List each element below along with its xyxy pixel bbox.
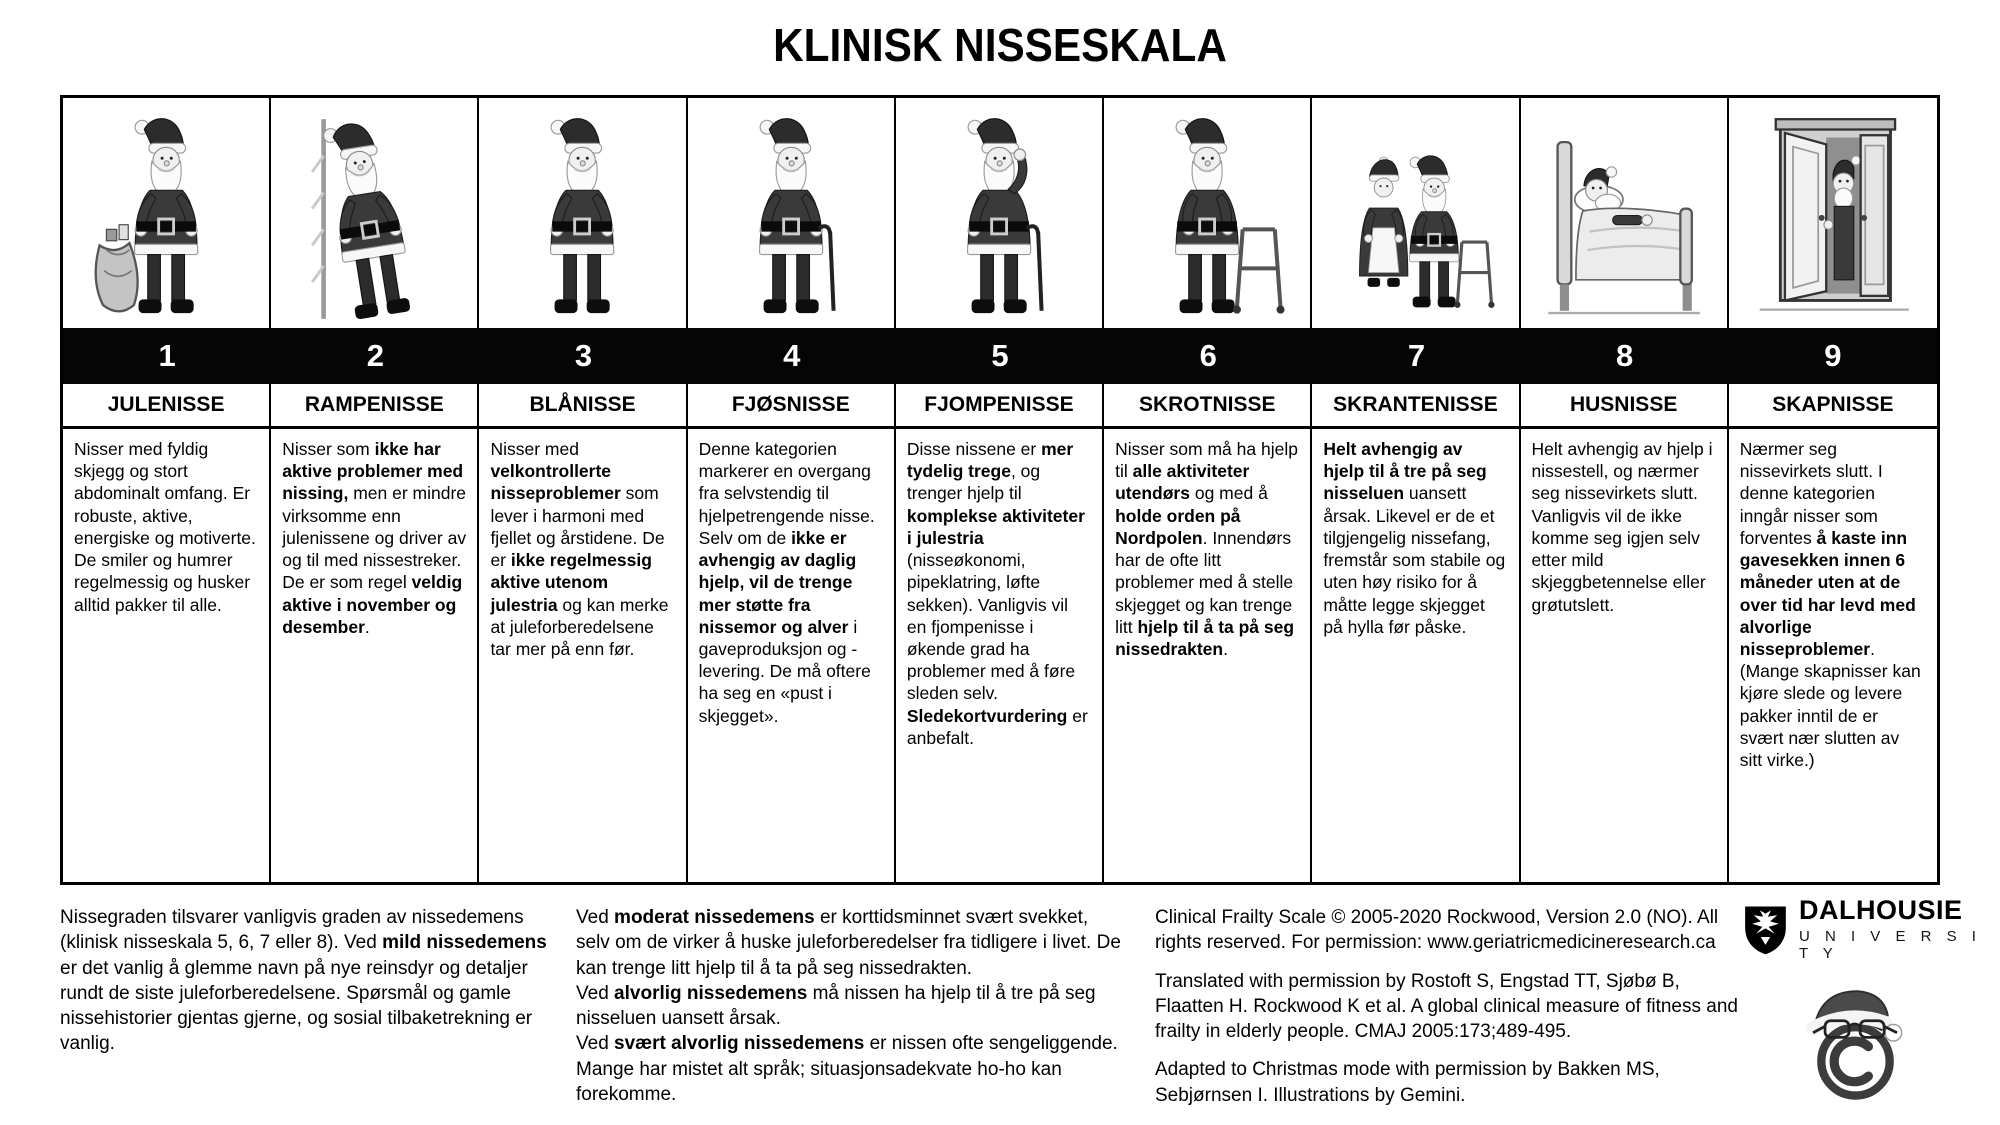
page-title: KLINISK NISSESKALA	[773, 19, 1227, 71]
dalhousie-wordmark	[1799, 897, 2000, 962]
footnote-nissedemens-severity	[576, 905, 1126, 1107]
grade-number-3: 3	[574, 338, 593, 373]
category-name-skrantenisse: SKRANTENISSE	[1312, 384, 1520, 429]
santa-standing-icon	[479, 110, 685, 328]
category-description-7: Helt avhengig av hjelp til å tre på seg nisseluen uansett årsak. Likevel er de et tilgjengelig nissefang, fremstår som stabile og uten høy risiko for å måtte legge skjegget på hylla før påske.	[1312, 429, 1520, 882]
category-name-blånisse: BLÅNISSE	[479, 384, 687, 429]
illustration-santa-scratching-head-cane	[896, 98, 1104, 328]
illustration-santa-gift-sack	[63, 98, 271, 328]
category-description-4: Denne kategorien markerer en overgang fra selvstendig til hjelpetrengende nisse. Selv om de ikke er avhengig av daglig hjelp, vil de trenge mer støtte fra nissemor og alver i gaveproduksjon og - levering. De må oftere ha seg en «pust i skjegget».	[688, 429, 896, 882]
santa-with-walker-icon	[1104, 110, 1310, 328]
illustration-row	[63, 98, 1937, 328]
footnote-paragraph: Ved alvorlig nissedemens må nissen ha hjelp til å tre på seg nisseluen uansett årsak.	[576, 982, 1096, 1030]
grade-number-7: 7	[1407, 338, 1426, 373]
santa-copyright-logo	[1798, 982, 1913, 1102]
dalhousie-shield-icon	[1742, 899, 1789, 961]
illustration-santa-standing	[479, 98, 687, 328]
footnote-paragraph: Ved moderat nissedemens er korttidsminnet svært svekket, selv om de virker å huske juleforberedelser fra tidligere i livet. De kan trenge litt hjelp til å ta på seg nissedrakten.	[576, 907, 1121, 979]
description-row	[63, 429, 1937, 882]
category-name-row	[63, 384, 1937, 429]
santa-with-cane-icon	[688, 110, 894, 328]
nisseskala-table	[60, 95, 1940, 885]
illustration-santa-in-closet	[1729, 98, 1937, 328]
santa-leaning-wall-icon	[271, 110, 477, 328]
dalhousie-name: DALHOUSIE	[1798, 895, 1963, 925]
category-name-skrotnisse: SKROTNISSE	[1104, 384, 1312, 429]
grade-number-9: 9	[1824, 338, 1842, 373]
santa-gift-sack-icon	[63, 110, 269, 328]
category-description-8: Helt avhengig av hjelp i nissestell, og nærmer seg nissevirkets slutt. Vanligvis vil de ikke komme seg igjen selv etter mild skjeggbetennelse eller grøtutslett.	[1521, 429, 1729, 882]
category-description-5: Disse nissene er mer tydelig trege, og trenger hjelp til komplekse aktiviteter i julestria (nisseøkonomi, pipeklatring, løfte sekken). Vanligvis vil en fjompenisse i økende grad ha problemer med å føre sleden selv. Sledekortvurdering er anbefalt.	[896, 429, 1104, 882]
elderly-couple-walker-icon	[1312, 110, 1518, 328]
copyright-attribution	[1155, 905, 1750, 1121]
category-name-husnisse: HUSNISSE	[1521, 384, 1729, 429]
category-name-fjompenisse: FJOMPENISSE	[896, 384, 1104, 429]
footnote-mild-nissedemens: Nissegraden tilsvarer vanligvis graden av nissedemens (klinisk nisseskala 5, 6, 7 eller 8). Ved mild nissedemens er det vanlig å glemme navn på nye reinsdyr og detaljer rundt de siste juleforberedelsene. Spørsmål og gamle nissehistorier gjentas gjerne, og sosial tilbaketrekning er vanlig.	[60, 907, 547, 1055]
illustration-santa-with-walker	[1104, 98, 1312, 328]
attribution-paragraph: Translated with permission by Rostoft S, Engstad TT, Sjøbø B, Flaatten H. Rockwood K et al. A global clinical measure of fitness and frailty in elderly people. CMAJ 2005:173;489-495.	[1155, 970, 1738, 1043]
category-name-skapnisse: SKAPNISSE	[1729, 384, 1937, 429]
dalhousie-university-logo	[1742, 897, 2000, 962]
illustration-santa-in-bed	[1521, 98, 1729, 328]
category-name-julenisse: JULENISSE	[63, 384, 271, 429]
santa-scratching-head-cane-icon	[896, 110, 1102, 328]
grade-number-5: 5	[991, 338, 1009, 373]
grade-number-1: 1	[158, 338, 176, 373]
category-description-6: Nisser som må ha hjelp til alle aktiviteter utendørs og med å holde orden på Nordpolen. Innendørs har de ofte litt problemer med å stelle skjegget og kan trenge litt hjelp til å ta på seg nissedrakten.	[1104, 429, 1312, 882]
illustration-santa-with-cane	[688, 98, 896, 328]
category-name-rampenisse: RAMPENISSE	[271, 384, 479, 429]
category-description-2: Nisser som ikke har aktive problemer med nissing, men er mindre virksomme enn julenissene og driver av og til med nissestreker. De er som regel veldig aktive i november og desember.	[271, 429, 479, 882]
grade-number-band	[63, 328, 1937, 384]
grade-number-4: 4	[783, 338, 801, 373]
attribution-paragraph: Clinical Frailty Scale © 2005-2020 Rockwood, Version 2.0 (NO). All rights reserved. For permission: www.geriatricmedicineresearch.ca	[1155, 907, 1719, 954]
category-description-9: Nærmer seg nissevirkets slutt. I denne kategorien inngår nisser som forventes å kaste inn gavesekken innen 6 måneder uten at de over tid har levd med alvorlige nisseproblemer. (Mange skapnisser kan kjøre slede og levere pakker inntil de er svært nær slutten av sitt virke.)	[1739, 439, 1921, 771]
santa-in-closet-icon	[1729, 110, 1937, 328]
illustration-santa-leaning-wall	[271, 98, 479, 328]
category-name-fjøsnisse: FJØSNISSE	[688, 384, 896, 429]
grade-number-8: 8	[1616, 338, 1634, 373]
copyright-santa-hat-icon	[1798, 982, 1913, 1102]
category-description-3: Nisser med velkontrollerte nisseproblemer som lever i harmoni med fjellet og årstidene. De er ikke regelmessig aktive utenom julestria og kan merke at juleforberedelsene tar mer på enn før.	[479, 429, 687, 882]
category-description-1: Nisser med fyldig skjegg og stort abdominalt omfang. Er robuste, aktive, energiske og motiverte. De smiler og humrer regelmessig og husker alltid pakker til alle.	[63, 429, 271, 882]
illustration-elderly-couple-walker	[1312, 98, 1520, 328]
grade-number-2: 2	[366, 338, 384, 373]
grade-number-6: 6	[1199, 338, 1217, 373]
footnote-paragraph: Ved svært alvorlig nissedemens er nissen ofte sengeliggende. Mange har mistet alt språk; situasjonsadekvate ho-ho kan forekomme.	[576, 1033, 1118, 1105]
santa-in-bed-icon	[1521, 110, 1727, 328]
dalhousie-sub: U N I V E R S I T Y	[1798, 928, 1982, 962]
attribution-paragraph: Adapted to Christmas mode with permission by Bakken MS, Sebjørnsen I. Illustrations by Gemini.	[1155, 1059, 1660, 1106]
